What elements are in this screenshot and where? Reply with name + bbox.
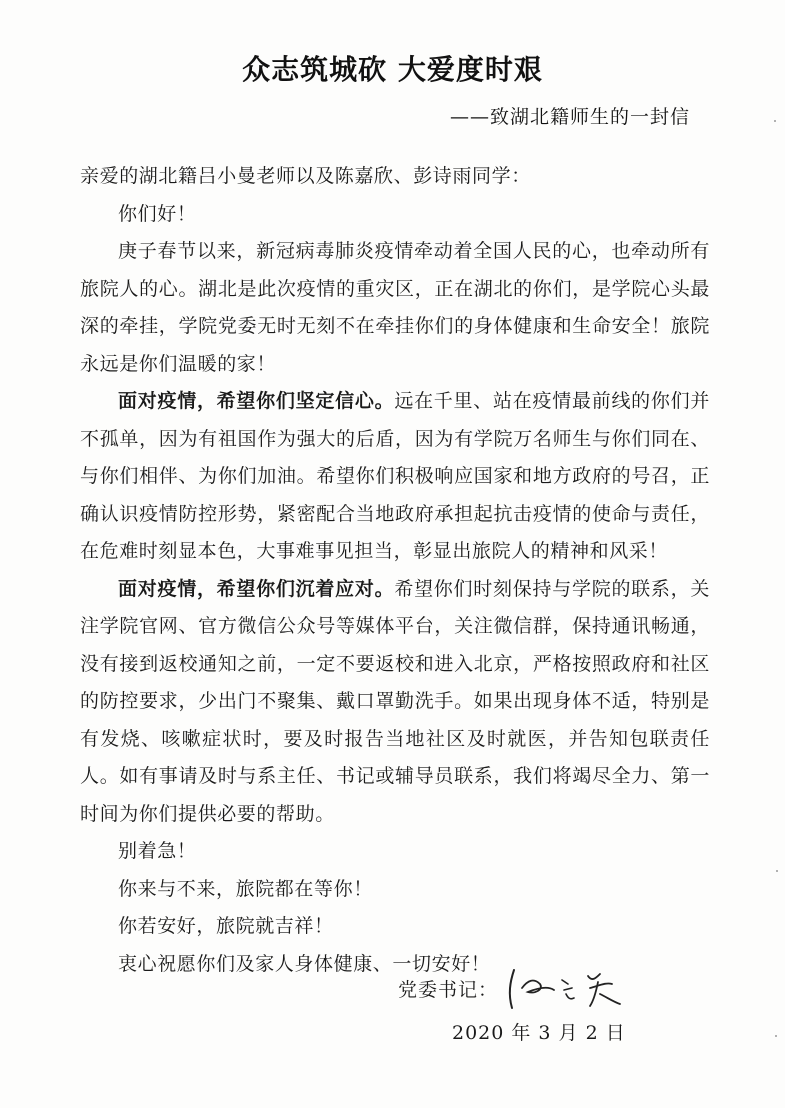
closing-line-2: 你来与不来，旅院都在等你！ [118, 877, 373, 900]
scan-speck [776, 870, 778, 872]
closing-line-3: 你若安好，旅院就吉祥！ [118, 915, 334, 937]
handwritten-signature [504, 964, 634, 1012]
paragraph-3-text: 希望你们时刻保持与学院的联系，关注学院官网、官方微信公众号等媒体平台，关注微信群，保持通讯畅通，没有接到返校通知之前，一定不要返校和进入北京，严格按照政府和社区的防控要求，少出门不聚集、戴口罩勤洗手。如果出现身体不适，特别是有发烧、咳嗽症状时，要及时报告当地社区及时就医，并告知包联责任人。如有事请及时与系主任、书记或辅导员联系，我们将竭尽全力、第一时间为你们提供必要的帮助。 [80, 577, 710, 825]
letter-body [80, 158, 710, 983]
closing-line-1: 别着急！ [118, 840, 197, 862]
paragraph-2 [80, 383, 710, 571]
salutation: 亲爱的湖北籍吕小曼老师以及陈嘉欣、彭诗雨同学： [80, 165, 531, 187]
letter-date: 2020 年 3 月 2 日 [452, 1022, 626, 1044]
paragraph-1: 庚子春节以来，新冠病毒肺炎疫情牵动着全国人民的心，也牵动所有旅院人的心。湖北是此次疫情的重灾区，正在湖北的你们，是学院心头最深的牵挂，学院党委无时无刻不在牵挂你们的身体健康和生命安全！旅院永远是你们温暖的家！ [80, 240, 710, 375]
greeting: 你们好！ [118, 202, 197, 225]
letter-title: 众志筑城砍 大爱度时艰 [242, 53, 543, 86]
paragraph-3-lead: 面对疫情，希望你们沉着应对。 [118, 577, 395, 600]
signature-block [398, 968, 634, 1008]
paragraph-2-lead: 面对疫情，希望你们坚定信心。 [118, 390, 395, 412]
paragraph-2-text: 远在千里、站在疫情最前线的你们并不孤单，因为有祖国作为强大的后盾，因为有学院万名师生与你们同在、与你们相伴、为你们加油。希望你们积极响应国家和地方政府的号召，正确认识疫情防控形势，紧密配合当地政府承担起抗击疫情的使命与责任，在危难时刻显本色，大事难事见担当，彰显出旅院人的精神和风采！ [80, 390, 710, 562]
paragraph-3 [80, 571, 710, 834]
closing-line-4: 衷心祝愿你们及家人身体健康、一切安好！ [118, 952, 491, 975]
signature-label: 党委书记： [398, 978, 499, 1001]
scan-speck [775, 1035, 777, 1037]
letter-subtitle: ——致湖北籍师生的一封信 [449, 106, 690, 128]
scan-speck [774, 120, 776, 122]
